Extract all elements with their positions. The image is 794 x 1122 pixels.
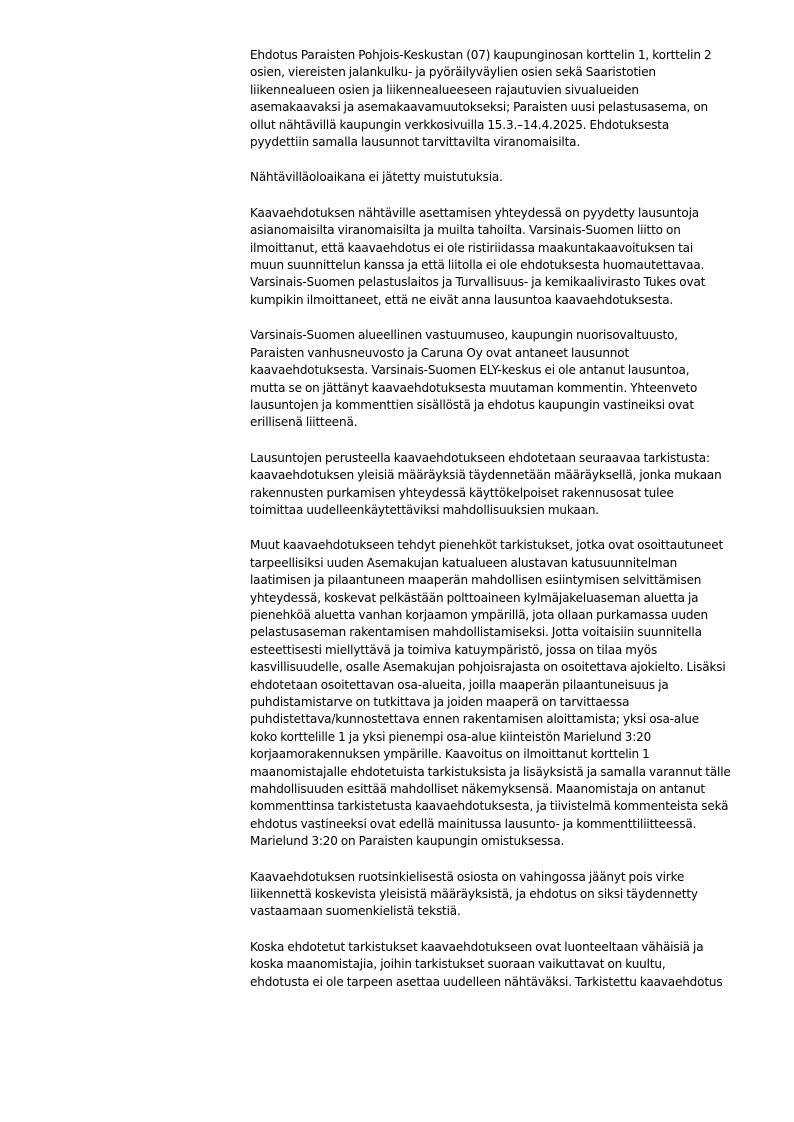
- text-line: rakennusten purkamisen yhteydessä käyttökelpoiset rakennusosat tulee: [250, 485, 674, 500]
- paragraph: [250, 869, 750, 921]
- text-line: tarpeellisiksi uuden Asemakujan katualueen alustavan katusuunnitelman: [250, 555, 678, 570]
- text-line: asianomaisilta viranomaisilta ja muilta tahoilta. Varsinais-Suomen liitto on: [250, 223, 681, 238]
- text-line: Varsinais-Suomen alueellinen vastuumuseo, kaupungin nuorisovaltuusto,: [250, 328, 678, 343]
- text-line: toimittaa uudelleenkäytettäviksi mahdollisuuksien mukaan.: [250, 502, 599, 517]
- paragraph: [250, 450, 750, 520]
- text-line: Nähtävilläoloaikana ei jätetty muistutuksia.: [250, 170, 503, 185]
- text-line: maanomistajalle ehdotetuista tarkistuksista ja lisäyksistä ja samalla varannut tälle: [250, 764, 731, 779]
- text-line: kommenttinsa tarkistetusta kaavaehdotuksesta, ja tiivistelmä kommenteista sekä: [250, 799, 729, 814]
- text-line: puhdistamistarve on tutkittava ja joiden maaperä on tarvittaessa: [250, 695, 630, 709]
- text-line: Koska ehdotetut tarkistukset kaavaehdotukseen ovat luonteeltaan vähäisiä ja: [250, 939, 704, 954]
- text-line: kaavaehdotuksesta. Varsinais-Suomen ELY-keskus ei ole antanut lausuntoa,: [250, 363, 690, 378]
- paragraph: [250, 939, 750, 991]
- text-line: Kaavaehdotuksen nähtäville asettamisen yhteydessä on pyydetty lausuntoja: [250, 205, 700, 220]
- text-line: erillisenä liitteenä.: [250, 415, 358, 430]
- text-line: ollut nähtävillä kaupungin verkkosivuilla 15.3.–14.4.2025. Ehdotuksesta: [250, 117, 670, 132]
- text-line: pienehköä aluetta vanhan korjaamon ympärillä, jota ollaan purkamassa uuden: [250, 607, 708, 622]
- text-line: osien, viereisten jalankulku- ja pyöräilyväylien osien sekä Saaristotien: [250, 65, 656, 80]
- text-line: vastaamaan suomenkielistä tekstiä.: [250, 904, 461, 919]
- text-line: pyydettiin samalla lausunnot tarvittavilta viranomaisilta.: [250, 135, 580, 150]
- text-line: Ehdotus Paraisten Pohjois-Keskustan (07) kaupunginosan korttelin 1, korttelin 2: [250, 48, 712, 62]
- text-line: puhdistettava/kunnostettava ennen rakentamisen aloittamista; yksi osa-alue: [250, 712, 699, 727]
- text-line: muun suunnittelun kanssa ja että liitolla ei ole ehdotuksesta huomautettavaa.: [250, 258, 705, 273]
- text-line: koska maanomistajia, joihin tarkistukset suoraan vaikuttavat on kuultu,: [250, 957, 666, 972]
- text-line: pelastusaseman rakentamisen mahdollistamiseksi. Jotta voitaisiin suunnitella: [250, 625, 702, 640]
- paragraph: [250, 205, 750, 309]
- text-line: esteettisesti miellyttävä ja toimiva katuympäristö, jossa on tilaa myös: [250, 642, 658, 657]
- text-line: liikennealueen osien ja liikennealueeseen rajautuvien sivualueiden: [250, 82, 639, 97]
- text-line: Marielund 3:20 on Paraisten kaupungin omistuksessa.: [250, 834, 565, 849]
- text-line: ehdotetaan osoitettavan osa-alueita, joilla maaperän pilaantuneisuus ja: [250, 677, 669, 692]
- text-line: ilmoittanut, että kaavaehdotus ei ole ristiriidassa maakuntakaavoituksen tai: [250, 240, 694, 255]
- text-line: ehdotusta ei ole tarpeen asettaa uudelleen nähtäväksi. Tarkistettu kaavaehdotus: [250, 974, 723, 989]
- text-line: yhteydessä, koskevat pelkästään polttoaineen kylmäjakeluaseman aluetta ja: [250, 590, 699, 605]
- paragraph: [250, 327, 750, 431]
- text-line: lausuntojen ja kommenttien sisällöstä ja ehdotus kaupungin vastineiksi ovat: [250, 397, 694, 412]
- text-line: kasvillisuudelle, osalle Asemakujan pohjoisrajasta on osoitettava ajokielto. Lisäksi: [250, 660, 726, 675]
- text-line: laatimisen ja pilaantuneen maaperän mahdollisen esiintymisen selvittämisen: [250, 573, 702, 588]
- paragraph: [250, 47, 750, 151]
- text-line: Varsinais-Suomen pelastuslaitos ja Turvallisuus- ja kemikaalivirasto Tukes ovat: [250, 275, 706, 290]
- text-line: mahdollisuuden esittää mahdolliset näkemyksensä. Maanomistaja on antanut: [250, 782, 705, 797]
- paragraph: [250, 169, 750, 186]
- text-line: asemakaavaksi ja asemakaavamuutokseksi; Paraisten uusi pelastusasema, on: [250, 100, 708, 115]
- text-line: mutta se on jättänyt kaavaehdotuksesta muutaman kommentin. Yhteenveto: [250, 380, 698, 395]
- text-line: ehdotus vastineeksi ovat edellä mainitussa lausunto- ja kommenttiliitteessä.: [250, 816, 697, 831]
- text-line: Lausuntojen perusteella kaavaehdotukseen ehdotetaan seuraavaa tarkistusta:: [250, 450, 710, 465]
- document-body: [250, 47, 750, 1009]
- text-line: kumpikin ilmoittaneet, että ne eivät anna lausuntoa kaavaehdotuksesta.: [250, 292, 674, 307]
- text-line: koko korttelille 1 ja yksi pienempi osa-alue kiinteistön Marielund 3:20: [250, 729, 652, 744]
- text-line: Kaavaehdotuksen ruotsinkielisestä osiosta on vahingossa jäänyt pois virke: [250, 869, 685, 884]
- text-line: Muut kaavaehdotukseen tehdyt pienehköt tarkistukset, jotka ovat osoittautuneet: [250, 538, 724, 553]
- paragraph: [250, 537, 750, 850]
- text-line: kaavaehdotuksen yleisiä määräyksiä täydennetään määräyksellä, jonka mukaan: [250, 468, 722, 483]
- text-line: liikennettä koskevista yleisistä määräyksistä, ja ehdotus on siksi täydennetty: [250, 887, 698, 902]
- text-line: Paraisten vanhusneuvosto ja Caruna Oy ovat antaneet lausunnot: [250, 345, 629, 360]
- text-line: korjaamorakennuksen ympärille. Kaavoitus on ilmoittanut korttelin 1: [250, 747, 650, 762]
